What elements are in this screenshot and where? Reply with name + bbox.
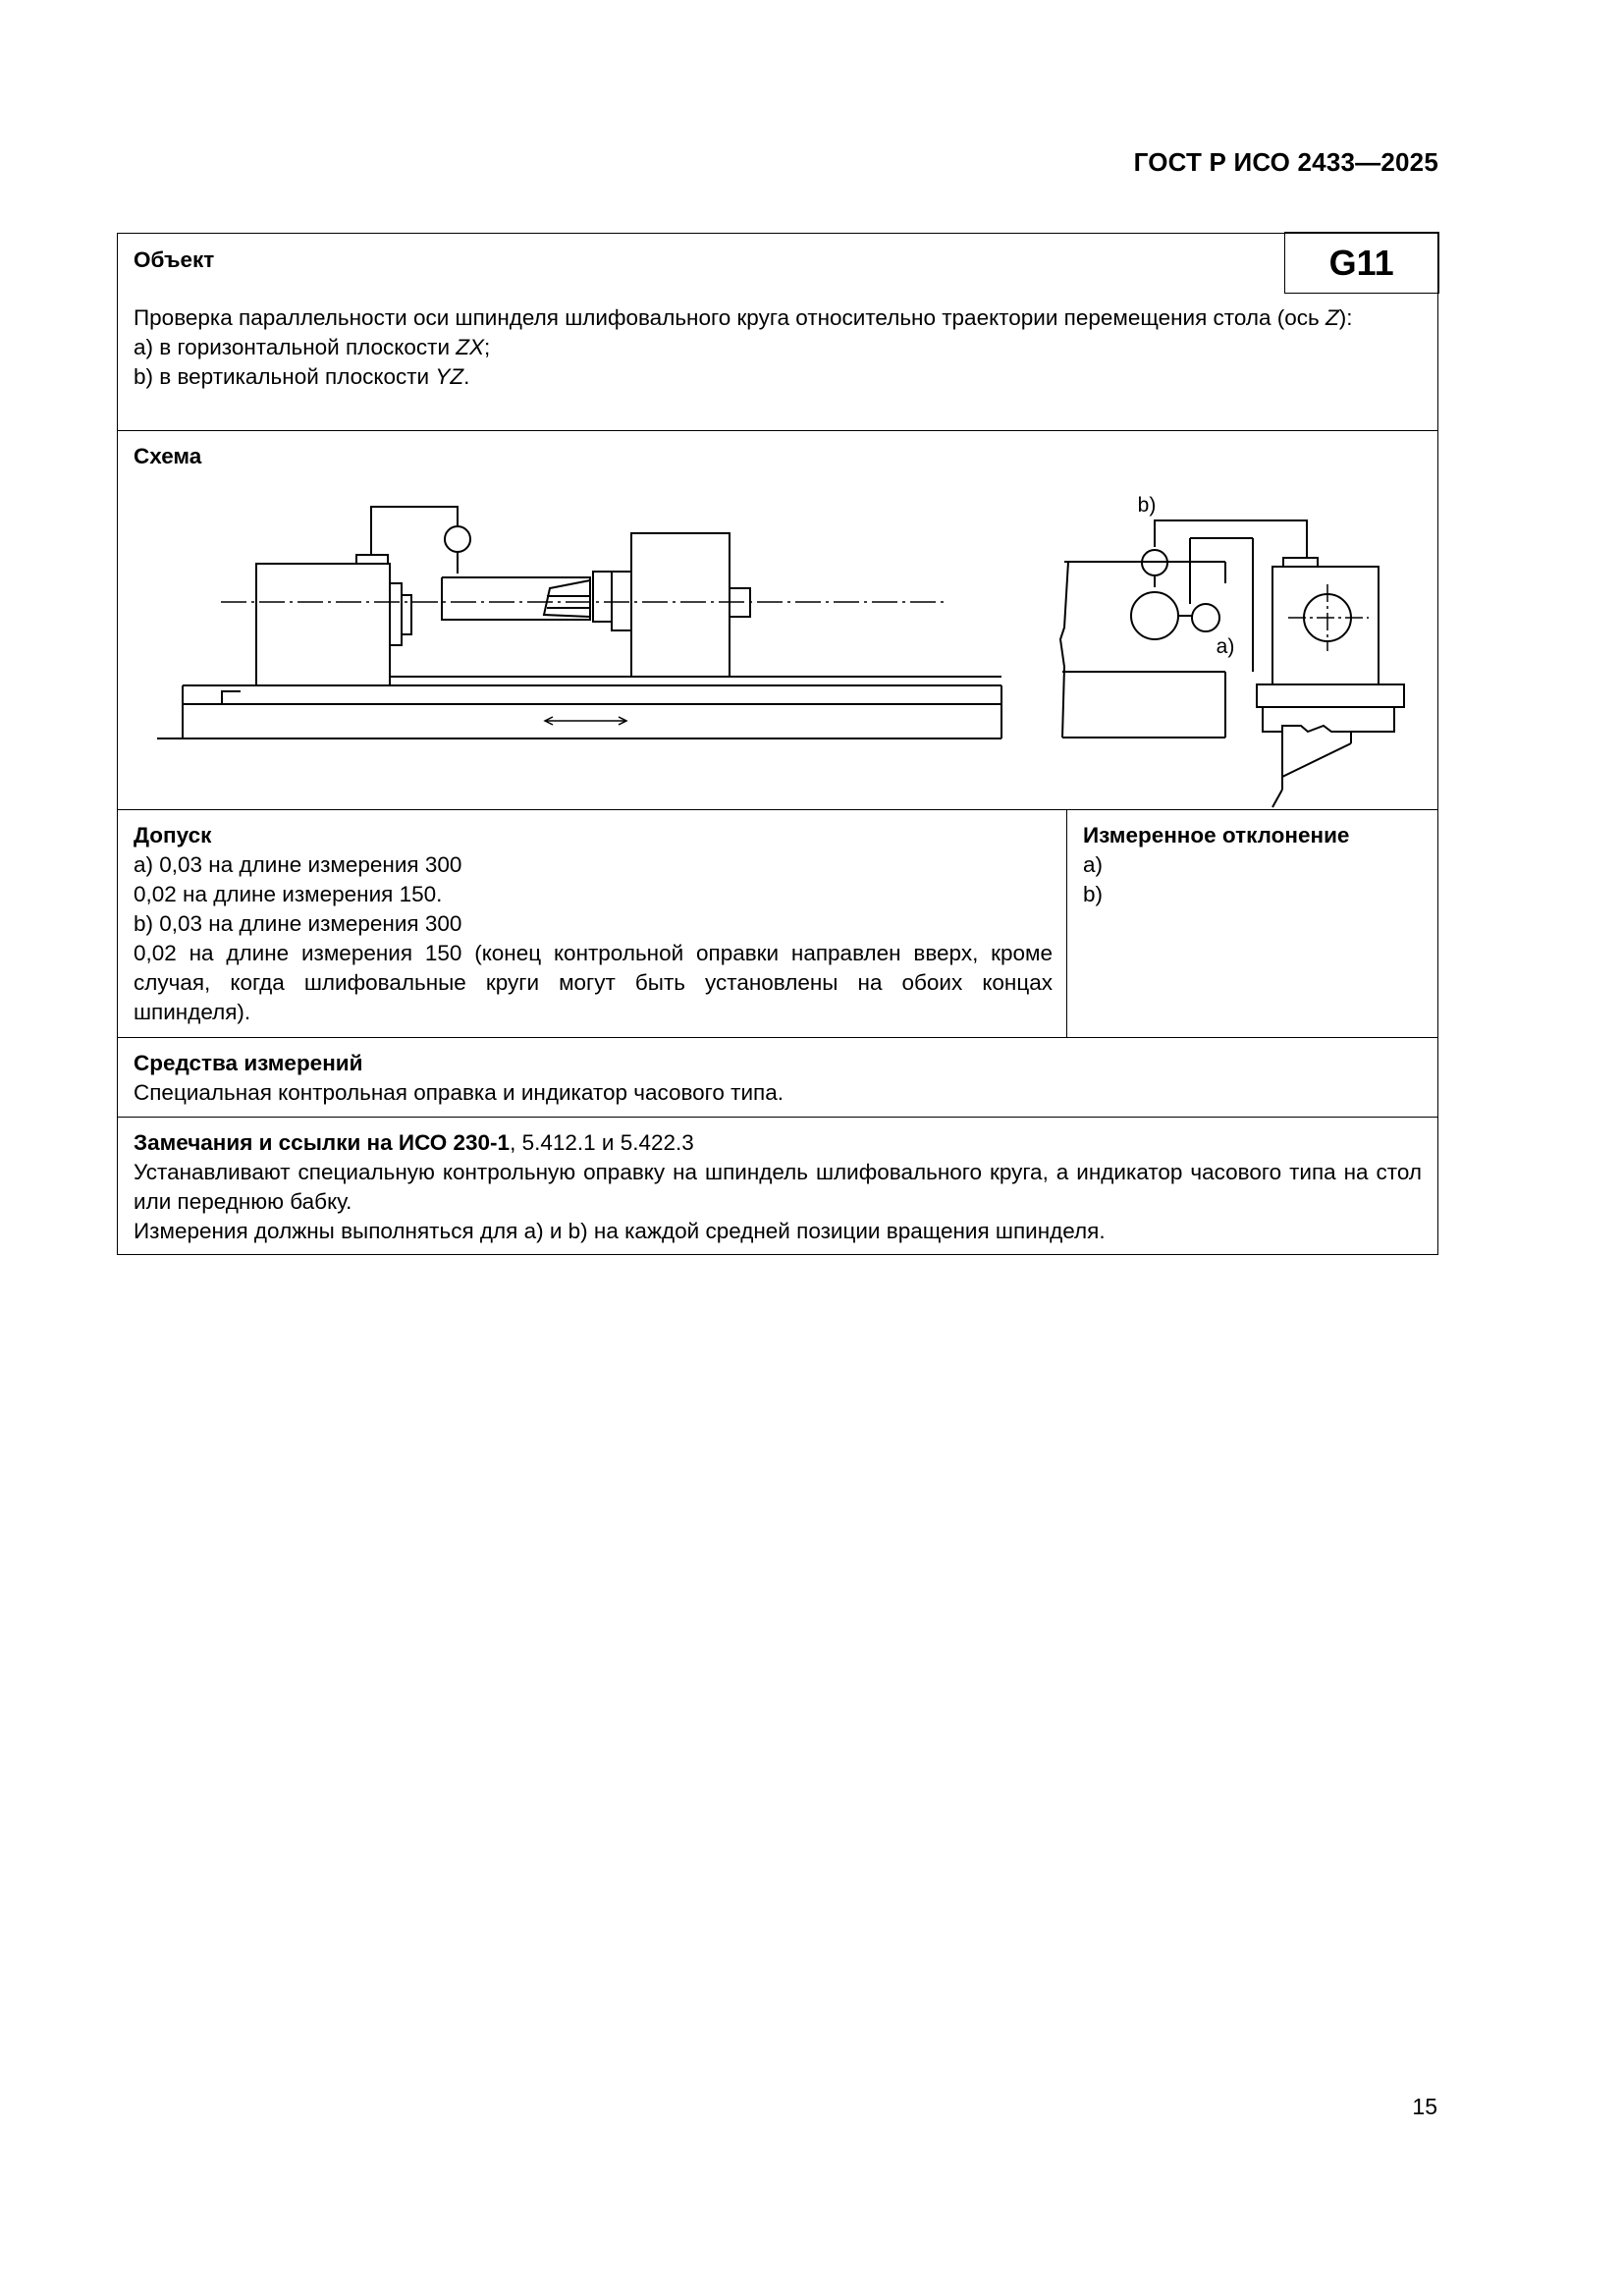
- page-number: 15: [1412, 2094, 1437, 2119]
- tolerance-line: a) 0,03 на длине измерения 300: [134, 852, 462, 877]
- side-view-drawing: [157, 507, 1001, 738]
- axis-variable: Z: [1325, 305, 1339, 330]
- measuring-tools-section: [118, 1038, 1437, 1118]
- item-a-plane: ZX: [456, 335, 485, 359]
- tolerance-section: [118, 810, 1437, 1038]
- notes-heading: [134, 1128, 1422, 1158]
- object-title: Объект: [134, 247, 215, 272]
- notes-paragraph: Устанавливают специальную контрольную оправку на шпиндель шлифовального круга, а индикатор часового типа на стол или переднюю бабку.: [134, 1160, 1422, 1214]
- standard-header: ГОСТ Р ИСО 2433—2025: [1133, 147, 1438, 177]
- axis-suffix: ):: [1338, 305, 1353, 330]
- notes-section: [118, 1118, 1437, 1254]
- item-b-plane: YZ: [435, 364, 464, 389]
- front-view-drawing: [1060, 520, 1404, 807]
- tolerance-line: 0,02 на длине измерения 150 (конец контрольной оправки направлен вверх, кроме случая, когда шлифовальные круги могут быть установлены на обоих концах шпинделя).: [134, 941, 1053, 1024]
- axis-prefix: (ось: [1276, 305, 1326, 330]
- object-description: [134, 303, 1422, 392]
- tolerance-cell: [118, 810, 1067, 1037]
- measured-title: Измеренное отклонение: [1083, 823, 1350, 847]
- scheme-title: Схема: [134, 444, 202, 468]
- test-code-box: G11: [1284, 232, 1439, 294]
- item-b-suffix: .: [463, 364, 470, 389]
- measured-deviation-cell: [1067, 810, 1437, 1037]
- tools-text: Специальная контрольная оправка и индикатор часового типа.: [134, 1080, 784, 1105]
- object-item-a: [134, 333, 1422, 362]
- object-section: [118, 234, 1437, 431]
- scheme-section: [118, 431, 1437, 810]
- tolerance-line: 0,02 на длине измерения 150.: [134, 882, 443, 906]
- item-a-text: a) в горизонтальной плоскости: [134, 335, 457, 359]
- object-item-b: [134, 362, 1422, 392]
- item-a-suffix: ;: [484, 335, 491, 359]
- tolerance-line: b) 0,03 на длине измерения 300: [134, 911, 462, 936]
- notes-paragraph: Измерения должны выполняться для a) и b) на каждой средней позиции вращения шпинделя.: [134, 1219, 1106, 1243]
- notes-refs: , 5.412.1 и 5.422.3: [510, 1130, 694, 1155]
- scheme-drawing: [118, 431, 1436, 808]
- item-b-text: b) в вертикальной плоскости: [134, 364, 436, 389]
- measured-item-a: a): [1083, 852, 1104, 877]
- object-description-text: Проверка параллельности оси шпинделя шлифовального круга относительно траектории перемещения стола: [134, 305, 1271, 330]
- notes-title: Замечания и ссылки на ИСО 230-1: [134, 1130, 511, 1155]
- tools-title: Средства измерений: [134, 1051, 363, 1075]
- tolerance-title: Допуск: [134, 823, 212, 847]
- test-sheet-table: [117, 233, 1438, 1255]
- measured-item-b: b): [1083, 882, 1104, 906]
- scheme-label-a: a): [1216, 635, 1235, 658]
- scheme-label-b: b): [1137, 494, 1157, 517]
